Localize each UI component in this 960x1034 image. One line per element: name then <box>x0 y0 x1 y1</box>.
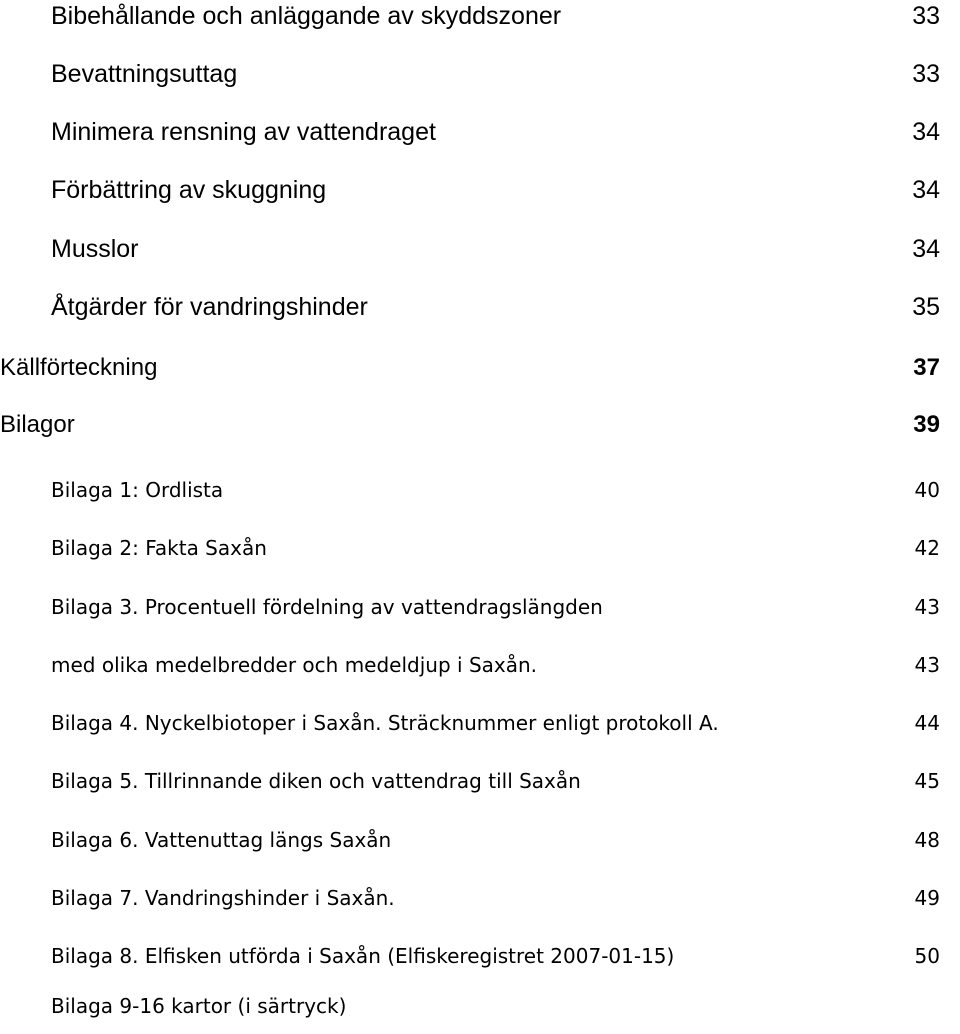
toc-appendix-entry <box>51 713 940 733</box>
toc-entry-page: 43 <box>914 653 940 677</box>
toc-appendix-entry <box>51 597 940 617</box>
toc-entry-page: 35 <box>912 293 940 321</box>
toc-entry <box>51 295 940 320</box>
toc-entry-label: Förbättring av skuggning <box>51 176 327 204</box>
toc-entry-label: Åtgärder för vandringshinder <box>51 293 368 321</box>
toc-entry-label: Bilaga 6. Vattenuttag längs Saxån <box>51 828 392 852</box>
toc-entry-label: Bilaga 3. Procentuell fördelning av vattendragslängden <box>51 595 603 619</box>
toc-entry <box>51 4 940 29</box>
toc-entry-label: Bevattningsuttag <box>51 60 238 88</box>
toc-entry-label: Bibehållande och anläggande av skyddszoner <box>51 2 562 30</box>
toc-entry-label: med olika medelbredder och medeldjup i Saxån. <box>51 653 538 677</box>
toc-entry <box>51 62 940 87</box>
toc-entry-page: 33 <box>912 60 940 88</box>
toc-entry-page: 44 <box>914 711 940 735</box>
toc-entry-label: Bilaga 5. Tillrinnande diken och vattendrag till Saxån <box>51 769 581 793</box>
toc-appendix-entry <box>51 480 940 500</box>
toc-heading <box>0 356 940 380</box>
toc-entry-page: 34 <box>912 235 940 263</box>
toc-heading <box>0 413 940 437</box>
toc-appendix-entry <box>51 830 940 850</box>
toc-entry-page: 50 <box>914 944 940 968</box>
toc-heading-label: Källförteckning <box>0 354 158 381</box>
toc-heading-page: 39 <box>913 411 940 438</box>
toc-appendix-entry <box>51 771 940 791</box>
toc-entry-label: Musslor <box>51 235 139 263</box>
toc-entry-page: 48 <box>914 828 940 852</box>
toc-entry-label: Bilaga 2: Fakta Saxån <box>51 536 267 560</box>
toc-entry-page: 45 <box>914 769 940 793</box>
toc-entry-page: 34 <box>912 118 940 146</box>
toc-appendix-entry <box>51 655 940 675</box>
toc-entry-page: 40 <box>914 478 940 502</box>
toc-entry-page: 43 <box>914 595 940 619</box>
toc-entry-label: Bilaga 1: Ordlista <box>51 478 224 502</box>
toc-entry-page: 42 <box>914 536 940 560</box>
toc-entry-page: 33 <box>912 2 940 30</box>
toc-entry <box>51 120 940 145</box>
toc-entry-label: Minimera rensning av vattendraget <box>51 118 436 146</box>
toc-appendix-entry <box>51 888 940 908</box>
toc-entry-label: Bilaga 8. Elfisken utförda i Saxån (Elfiskeregistret 2007-01-15) <box>51 944 675 968</box>
toc-entry-label: Bilaga 4. Nyckelbiotoper i Saxån. Sträcknummer enligt protokoll A. <box>51 711 719 735</box>
toc-entry-label: Bilaga 7. Vandringshinder i Saxån. <box>51 886 395 910</box>
toc-entry <box>51 178 940 203</box>
toc-heading-page: 37 <box>913 354 940 381</box>
toc-final-line: Bilaga 9-16 kartor (i särtryck) <box>51 994 347 1018</box>
toc-entry-page: 49 <box>914 886 940 910</box>
toc-entry <box>51 237 940 262</box>
toc-appendix-entry <box>51 946 940 966</box>
toc-entry-page: 34 <box>912 176 940 204</box>
toc-appendix-entry <box>51 538 940 558</box>
toc-heading-label: Bilagor <box>0 411 75 438</box>
